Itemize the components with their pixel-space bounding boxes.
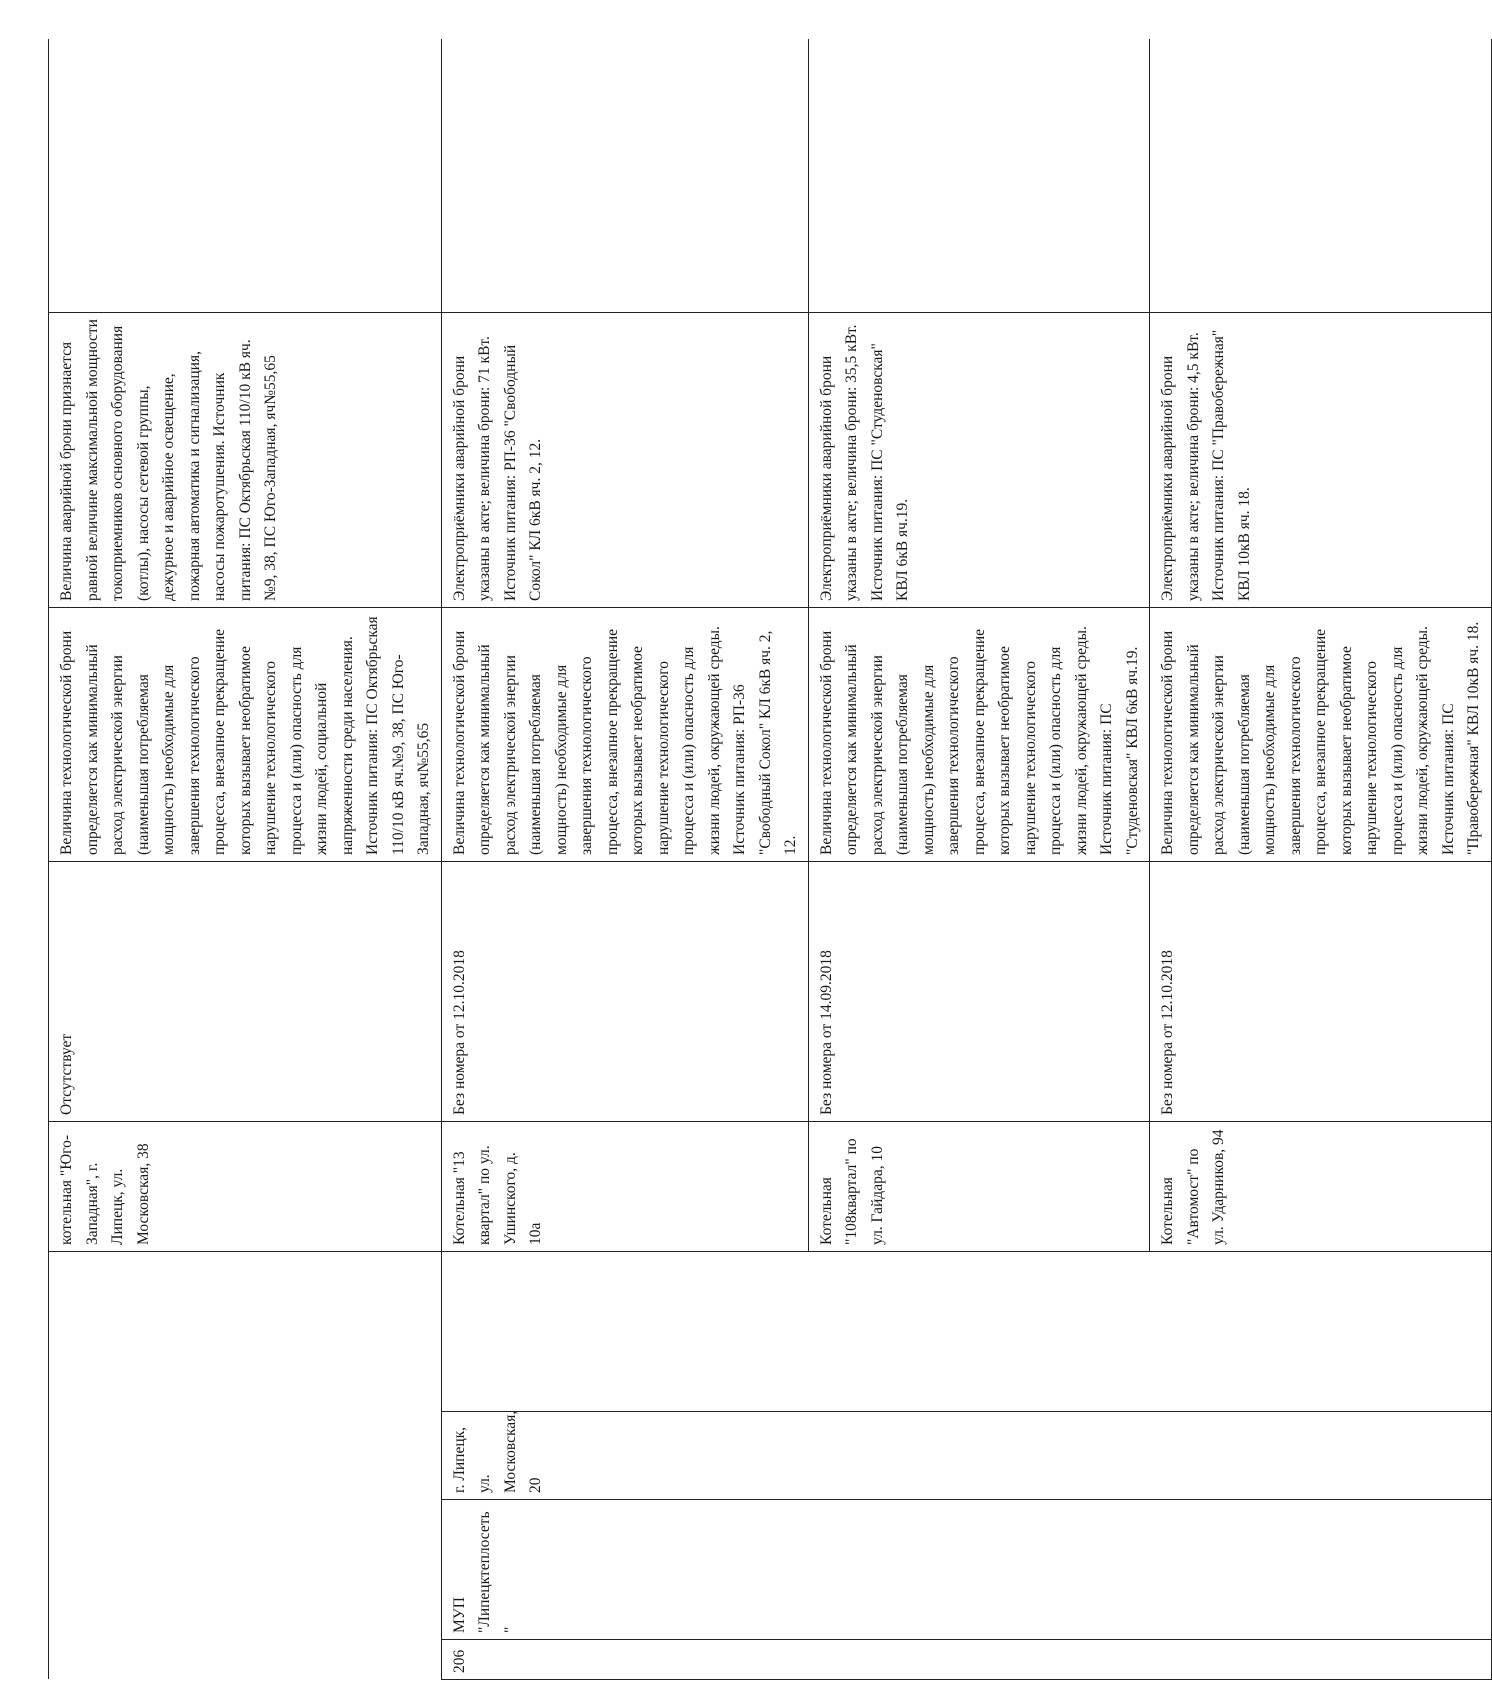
empty-cell [441, 40, 808, 313]
emergency-reserve-cell: Электроприёмники аварийной брони указаны в акте; величина брони: 71 кВт. Источник питания: РП-36 "Свободный Сокол" КЛ 6кВ яч. 2, 12. [441, 313, 808, 608]
empty-cell [49, 40, 442, 313]
tech-reserve-cell: Величина технологической брони определяется как минимальный расход электрической энергии (наименьшая потребляемая мощность) необходимые для завершения технологического процесса, внезапное прекращение которых вызывает необратимое нарушение технологического процесса и (или) опасность для жизни людей, социальной напряженности среди населения. Источник питания: ПС Октябрьская 110/10 кВ яч.№9, 38, ПС Юго-Западная, яч№55,65 [49, 608, 442, 862]
tech-reserve-cell: Величина технологической брони определяется как минимальный расход электрической энергии (наименьшая потребляемая мощность) необходимые для завершения технологического процесса, внезапное прекращение которых вызывает необратимое нарушение технологического процесса и (или) опасность для жизни людей, окружающей среды. Источник питания: РП-36 "Свободный Сокол" КЛ 6кВ яч. 2, 12. [441, 608, 808, 862]
table-row [441, 40, 808, 1680]
empty-cell [49, 1252, 442, 1412]
address-cell: г. Липецк, ул. Московская, 20 [441, 1412, 1491, 1500]
emergency-reserve-cell: Электроприёмники аварийной брони указаны в акте; величина брони: 4,5 кВт. Источник питания: ПС "Правобережная" КВЛ 10кВ яч. 18. [1150, 313, 1492, 608]
object-cell: котельная "Юго-Западная", г. Липецк, ул. Московская, 38 [49, 1122, 442, 1252]
act-cell: Без номера от 12.10.2018 [1150, 862, 1492, 1122]
emergency-reserve-cell: Величина аварийной брони признается равной величине максимальной мощности токоприемников основного оборудования (котлы), насосы сетевой группы, дежурное и аварийное освещение, пожарная автоматика и сигнализация, насосы пожаротушения. Источник питания: ПС Октябрьская 110/10 кВ яч.№9, 38, ПС Юго-Западная, яч№55,65 [49, 313, 442, 608]
empty-cell [49, 1640, 442, 1680]
empty-cell [49, 1412, 442, 1500]
table-row [49, 40, 442, 1680]
rotated-table-container [48, 40, 1482, 1680]
object-cell: Котельная "108квартал" по ул. Гайдара, 10 [808, 1122, 1150, 1252]
tech-reserve-cell: Величина технологической брони определяется как минимальный расход электрической энергии (наименьшая потребляемая мощность) необходимые для завершения технологического процесса, внезапное прекращение которых вызывает необратимое нарушение технологического процесса и (или) опасность для жизни людей, окружающей среды. Источник питания: ПС "Правобережная" КВЛ 10кВ яч. 18. [1150, 608, 1492, 862]
emergency-reserve-cell: Электроприёмники аварийной брони указаны в акте; величина брони: 35,5 кВт. Источник питания: ПС "Студеновская" КВЛ 6кВ яч.19. [808, 313, 1150, 608]
tech-reserve-cell: Величина технологической брони определяется как минимальный расход электрической энергии (наименьшая потребляемая мощность) необходимые для завершения технологического процесса, внезапное прекращение которых вызывает необратимое нарушение технологического процесса и (или) опасность для жизни людей, окружающей среды. Источник питания: ПС "Студеновская" КВЛ 6кВ яч.19. [808, 608, 1150, 862]
act-cell: Без номера от 14.09.2018 [808, 862, 1150, 1122]
empty-cell [1150, 40, 1492, 313]
organization-cell: МУП "Липецктеплосеть " [441, 1500, 1491, 1640]
act-cell: Без номера от 12.10.2018 [441, 862, 808, 1122]
empty-cell [49, 1500, 442, 1640]
object-cell: Котельная "Автомост" по ул. Ударников, 94 [1150, 1122, 1492, 1252]
act-cell: Отсутствует [49, 862, 442, 1122]
object-cell: Котельная "13 квартал" по ул. Ушинского, д. 10а [441, 1122, 808, 1252]
empty-cell [808, 40, 1150, 313]
reserve-table [48, 40, 1492, 1681]
row-number-cell: 206 [441, 1640, 1491, 1680]
empty-cell [441, 1252, 1491, 1412]
